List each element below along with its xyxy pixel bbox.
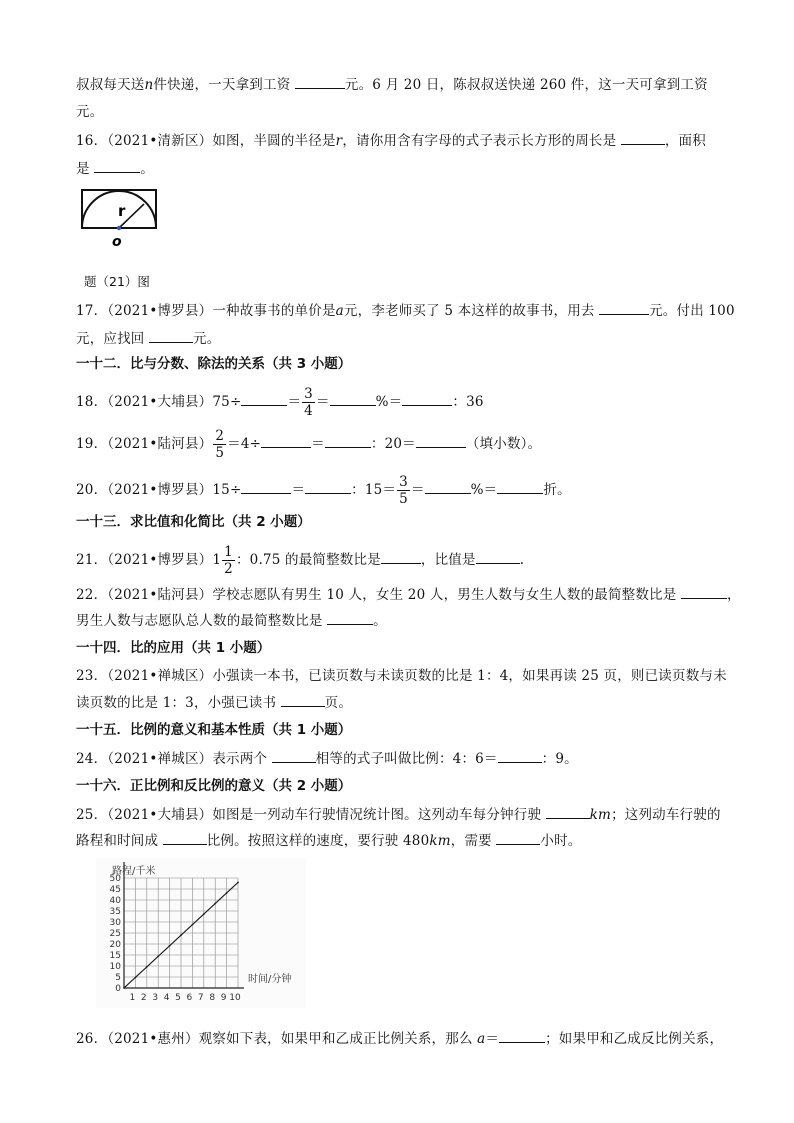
q17-answer-blank-1[interactable]	[599, 300, 649, 315]
q16-text-a: 如图，半圆的半径是	[212, 133, 336, 149]
y-tick-label: 15	[109, 951, 121, 961]
section-13-heading: 一十三．求比值和化简比（共 2 小题）	[76, 514, 311, 530]
q23-number: 23．（2021•禅城区）	[76, 668, 213, 684]
q17-text-line2a: 元，应找回	[76, 331, 145, 347]
y-tick-label: 45	[109, 885, 121, 895]
q25-answer-blank-proportion[interactable]	[163, 830, 207, 845]
q16-text-b: ，请你用含有字母的式子表示长方形的周长是	[342, 133, 617, 149]
q22-line2	[76, 610, 722, 631]
data-point	[192, 924, 194, 926]
q17-line2	[76, 328, 722, 349]
q19-answer-blank-1[interactable]	[261, 433, 311, 448]
q16-answer-blank-perimeter[interactable]	[621, 130, 665, 145]
q16-answer-blank-area[interactable]	[94, 158, 140, 173]
q26-answer-blank[interactable]	[499, 1028, 545, 1043]
q25-line1	[76, 804, 722, 825]
q24-answer-blank-2[interactable]	[498, 748, 542, 763]
q18-equals-2: ＝	[315, 394, 330, 410]
q25-text-line2a: 路程和时间成	[76, 833, 159, 849]
q17-line1	[76, 300, 735, 321]
q16-text-end: 。	[140, 161, 154, 177]
y-tick-label: 0	[115, 984, 121, 994]
q22-line1	[76, 584, 741, 605]
x-tick-label: 6	[186, 993, 193, 1003]
q21-frac-num: 1	[224, 544, 233, 560]
x-tick-label: 8	[209, 993, 216, 1003]
q17-text-line2b: 元。	[193, 331, 221, 347]
data-point	[237, 882, 239, 884]
q20-frac-den: 5	[399, 491, 408, 507]
q16-var-r: r	[335, 133, 343, 149]
q23-answer-blank[interactable]	[281, 692, 325, 707]
data-point	[157, 955, 159, 957]
y-tick-label: 30	[109, 918, 121, 928]
section-15-heading: 一十五．比例的意义和基本性质（共 1 小题）	[76, 722, 352, 738]
q23-line2	[76, 692, 722, 713]
q20-percent: %＝	[470, 482, 498, 498]
q24-text-a: 表示两个	[212, 751, 268, 767]
x-tick-label: 2	[140, 993, 147, 1003]
y-tick-label: 50	[109, 874, 121, 884]
q22-text-b: ，	[726, 587, 741, 603]
q19-tail: （填小数）。	[465, 436, 542, 452]
q19-text-a: ＝4÷	[227, 436, 262, 452]
q17-number: 17．（2021•博罗县）	[76, 303, 213, 319]
q19-number: 19．（2021•陆河县）	[76, 436, 213, 452]
q18-percent: %＝	[375, 394, 403, 410]
data-point	[203, 913, 205, 915]
q22-text-line2b: 。	[373, 613, 387, 629]
x-tick-label: 4	[163, 993, 170, 1003]
q25-text-line2c: ，需要	[450, 833, 492, 849]
q26-line	[76, 1028, 722, 1049]
data-point	[169, 945, 171, 947]
chart-y-axis-label: 路程/千米	[112, 866, 156, 877]
q15-line1	[76, 74, 722, 95]
q25-text-line2b: 比例。按照这样的速度，要行驶 480	[206, 833, 430, 849]
q20-number: 20．（2021•博罗县）	[76, 482, 213, 498]
q26-text-b: ＝	[485, 1031, 500, 1047]
q24-number: 24．（2021•禅城区）	[76, 751, 213, 767]
q22-text-a: 学校志愿队有男生 10 人，女生 20 人，男生人数与女生人数的最简整数比是	[212, 587, 677, 603]
q24-text-c: ：9。	[541, 751, 578, 767]
radius-label: r	[118, 202, 126, 220]
q21-text-c: .	[519, 552, 525, 568]
q26-text-c: ；如果甲和乙成反比例关系，	[545, 1031, 724, 1047]
q16-text-c: ，面积	[664, 133, 706, 149]
y-tick-label: 5	[115, 973, 121, 983]
q15-answer-blank-1[interactable]	[295, 74, 345, 89]
q19-frac-num: 2	[215, 428, 225, 444]
q15-text-c: 元。6 月 20 日，陈叔叔送快递 260 件，这一天可拿到工资	[344, 77, 708, 93]
q23-text-a: 小强读一本书，已读页数与未读页数的比是 1：4，如果再读 25 页，则已读页数与未	[212, 668, 727, 684]
y-tick-label: 10	[109, 962, 121, 972]
q17-text-a: 一种故事书的单价是	[212, 303, 336, 319]
q18-fraction	[302, 386, 315, 419]
q25-unit-km: km	[589, 807, 612, 823]
center-label: o	[112, 234, 122, 250]
q19-answer-blank-2[interactable]	[325, 433, 371, 448]
q19-line	[76, 428, 722, 461]
q25-unit-km-2: km	[429, 833, 451, 849]
q19-frac-den: 5	[215, 445, 225, 461]
y-tick-label: 20	[109, 940, 121, 950]
q21-answer-blank-ratio[interactable]	[381, 549, 421, 564]
q19-fraction	[213, 428, 226, 461]
q21-fraction	[222, 544, 235, 577]
q21-mixed-whole: 1	[212, 552, 222, 568]
q17-answer-blank-2[interactable]	[149, 328, 193, 343]
center-point	[117, 226, 121, 230]
x-tick-label: 9	[220, 993, 227, 1003]
q24-answer-blank-1[interactable]	[272, 748, 316, 763]
data-point	[135, 977, 137, 979]
q15-text-end: 元。	[76, 104, 104, 120]
x-tick-label: 10	[229, 993, 241, 1003]
q20-text-a: 15÷	[212, 482, 242, 498]
q21-frac-den: 2	[224, 561, 233, 577]
q15-line2	[76, 102, 722, 122]
q25-text-b: ；这列动车行驶的	[611, 807, 721, 823]
q15-text-a: 叔叔每天送	[76, 77, 145, 93]
x-tick-label: 7	[197, 993, 204, 1003]
q20-line	[76, 474, 722, 507]
q20-tail: 折。	[543, 482, 571, 498]
y-tick-label: 25	[109, 929, 121, 939]
q18-equals: ＝	[287, 394, 302, 410]
q20-answer-blank-3[interactable]	[425, 479, 471, 494]
q15-text-b: 件快递，一天拿到工资	[153, 77, 291, 93]
q21-text-a: ：0.75 的最简整数比是	[235, 552, 381, 568]
q18-answer-blank-1[interactable]	[241, 391, 287, 406]
q21-answer-blank-value[interactable]	[476, 549, 520, 564]
q16-line1	[76, 130, 722, 151]
section-14-heading: 一十四．比的应用（共 1 小题）	[76, 640, 271, 656]
q22-number: 22．（2021•陆河县）	[76, 587, 213, 603]
q20-ratio: ：15＝	[351, 482, 397, 498]
q26-var-a: a	[477, 1031, 486, 1047]
chart-x-axis-label: 时间/分钟	[248, 974, 292, 985]
x-tick-label: 5	[175, 993, 181, 1003]
q23-text-line2a: 读页数的比是 1：3，小强已读书	[76, 695, 277, 711]
data-point	[146, 966, 148, 968]
q24-text-b: 相等的式子叫做比例：4：6＝	[315, 751, 498, 767]
q20-answer-blank-4[interactable]	[497, 479, 543, 494]
y-tick-label: 40	[109, 896, 121, 906]
q20-equals: ＝	[291, 482, 306, 498]
q16-line2	[76, 158, 722, 179]
section-16-heading: 一十六．正比例和反比例的意义（共 2 小题）	[76, 778, 352, 794]
q17-var-a: a	[335, 303, 344, 319]
q24-line	[76, 748, 722, 769]
q19-equals: ＝	[311, 436, 325, 452]
q20-answer-blank-1[interactable]	[241, 479, 291, 494]
y-tick-label: 35	[109, 907, 121, 917]
data-point	[123, 987, 125, 989]
q19-ratio: ：20＝	[370, 436, 416, 452]
q18-frac-num: 3	[304, 386, 313, 402]
q22-answer-blank-2[interactable]	[327, 610, 373, 625]
q16-number: 16．（2021•清新区）	[76, 133, 213, 149]
x-tick-label: 3	[152, 993, 159, 1003]
data-point	[180, 934, 182, 936]
data-point	[226, 892, 228, 894]
q25-answer-blank-hours[interactable]	[496, 830, 540, 845]
q16-text-line2: 是	[76, 161, 90, 177]
q18-number: 18．（2021•大埔县）	[76, 394, 213, 410]
q19-answer-blank-3[interactable]	[416, 433, 466, 448]
figure-caption: 题（21）图	[84, 274, 150, 289]
q18-text-a: 75÷	[212, 394, 242, 410]
q18-answer-blank-3[interactable]	[402, 391, 452, 406]
q21-line	[76, 544, 722, 577]
q25-text-a: 如图是一列动车行驶情况统计图。这列动车每分钟行驶	[212, 807, 542, 823]
q21-number: 21．（2021•博罗县）	[76, 552, 213, 568]
q20-equals-2: ＝	[410, 482, 425, 498]
section-12-heading: 一十二．比与分数、除法的关系（共 3 小题）	[76, 356, 352, 372]
data-point	[214, 903, 216, 905]
q22-text-line2a: 男生人数与志愿队总人数的最简整数比是	[76, 613, 323, 629]
q20-answer-blank-2[interactable]	[305, 479, 351, 494]
q25-number: 25．（2021•大埔县）	[76, 807, 213, 823]
q18-ratio-tail: ：36	[452, 394, 484, 410]
q25-line2	[76, 830, 722, 851]
q18-answer-blank-2[interactable]	[330, 391, 376, 406]
q16-semicircle-figure	[80, 188, 162, 250]
q20-frac-num: 3	[399, 474, 408, 490]
q18-line	[76, 386, 722, 419]
q17-text-c: 元。付出 100	[649, 303, 735, 319]
distance-time-chart	[96, 858, 306, 1008]
q23-text-line2b: 页。	[324, 695, 353, 711]
x-tick-label: 1	[129, 993, 136, 1003]
q21-text-b: ，比值是	[420, 552, 476, 568]
q26-text-a: 观察如下表，如果甲和乙成正比例关系，那么	[198, 1031, 473, 1047]
q20-fraction	[397, 474, 410, 507]
q25-answer-blank-speed[interactable]	[546, 804, 590, 819]
q22-answer-blank-1[interactable]	[681, 584, 727, 599]
q17-text-b: 元，李老师买了 5 本这样的故事书，用去	[343, 303, 595, 319]
q23-line1	[76, 666, 727, 686]
q26-number: 26．（2021•惠州）	[76, 1031, 199, 1047]
q15-var-n: n	[144, 77, 154, 93]
q18-frac-den: 4	[304, 403, 313, 419]
q25-text-line2d: 小时。	[540, 833, 582, 849]
